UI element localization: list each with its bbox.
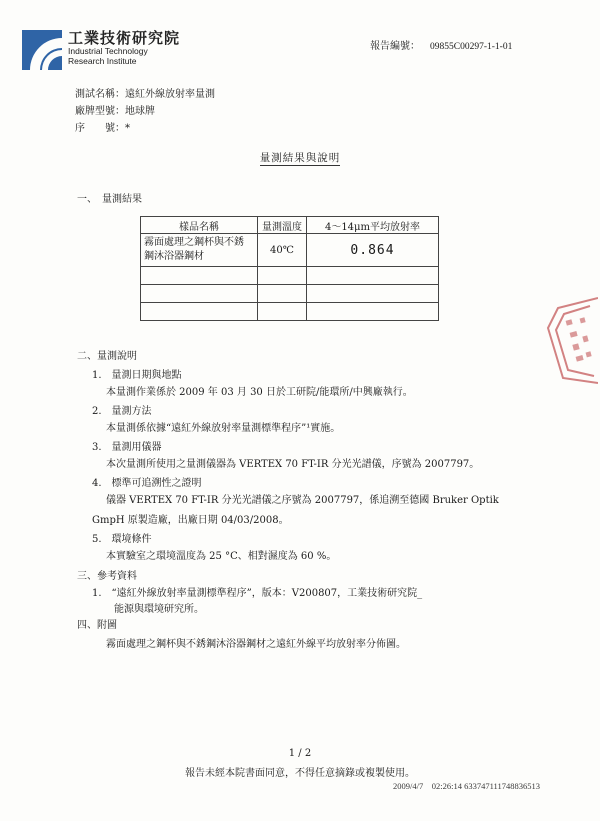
item-title: 1. 量測日期與地點 (92, 370, 182, 381)
page-title (0, 150, 600, 165)
reference-line2: 能源與環境研究所。 (114, 604, 204, 615)
section3-heading: 三、參考資料 (77, 571, 137, 582)
report-number-value: 09855C00297-1-1-01 (430, 42, 513, 52)
section2-heading: 二、量測說明 (77, 351, 137, 362)
report-number (370, 37, 512, 52)
section1-heading: 一、 量測結果 (77, 194, 142, 205)
item-body: 儀器 VERTEX 70 FT-IR 分光光譜儀之序號為 2007797，係追溯至德國 Bruker Optik (106, 495, 499, 506)
item-body: 本實驗室之環境溫度為 25 °C、相對濕度為 60 %。 (106, 551, 337, 562)
temperature-cell: 40℃ (258, 234, 307, 267)
page-title-text: 量測結果與說明 (259, 152, 341, 164)
table-header-row (141, 217, 439, 234)
itri-logo-icon (22, 30, 62, 70)
header-temperature: 量測溫度 (258, 217, 307, 234)
item-title: 4. 標準可追溯性之證明 (92, 478, 202, 489)
org-name-en (68, 46, 148, 66)
serial-number: 序 號：* (75, 123, 130, 134)
print-timestamp: 2009/4/7 02:26:14 633747111748836513 (393, 781, 540, 791)
item-body: 本量測係依據“遠紅外線放射率量測標準程序”¹實施。 (106, 423, 341, 434)
item-title: 2. 量測方法 (92, 406, 152, 417)
org-name-en-line2: Research Institute (68, 56, 137, 66)
results-table (140, 216, 439, 321)
item-body-cont: GmpH 原製造廠，出廠日期 04/03/2008。 (92, 515, 289, 526)
emissivity-value: 0.864 (350, 242, 395, 258)
item-body: 本次量測所使用之量測儀器為 VERTEX 70 FT-IR 分光光譜儀，序號為 2007797。 (106, 459, 480, 470)
section4-heading: 四、附圖 (77, 620, 117, 631)
org-name-zh: 工業技術研究院 (68, 29, 181, 47)
brand-model: 廠牌型號：地球牌 (75, 106, 155, 117)
header-emissivity: 4～14μm平均放射率 (307, 217, 439, 234)
table-row (141, 234, 439, 267)
table-row (141, 303, 439, 321)
header-sample-name: 樣品名稱 (141, 217, 258, 234)
reference-line1: 1. “遠紅外線放射率量測標準程序”，版本：V200807，工業技術研究院_ (92, 588, 423, 599)
emissivity-cell (307, 234, 439, 267)
table-row (141, 267, 439, 285)
figure-caption: 霧面處理之鋼杯與不銹鋼沐浴器鋼材之遠紅外線平均放射率分佈圖。 (106, 639, 406, 650)
item-title: 3. 量測用儀器 (92, 442, 162, 453)
page-number: 1 / 2 (288, 748, 312, 759)
test-name: 測試名稱：遠紅外線放射率量測 (75, 89, 215, 100)
report-number-label: 報告編號： (370, 41, 420, 52)
copy-notice: 報告未經本院書面同意，不得任意摘錄或複製使用。 (185, 768, 415, 779)
sample-name-line1: 霧面處理之鋼杯與不銹 (144, 237, 244, 248)
org-name-en-line1: Industrial Technology (68, 46, 148, 56)
sample-name-line2: 鋼沐浴器鋼材 (144, 251, 204, 262)
item-title: 5. 環境條件 (92, 534, 152, 545)
table-row (141, 285, 439, 303)
item-body: 本量測作業係於 2009 年 03 月 30 日於工研院/能環所/中興廠執行。 (106, 387, 413, 398)
official-seal-icon (528, 288, 598, 388)
sample-name-cell (141, 234, 258, 267)
